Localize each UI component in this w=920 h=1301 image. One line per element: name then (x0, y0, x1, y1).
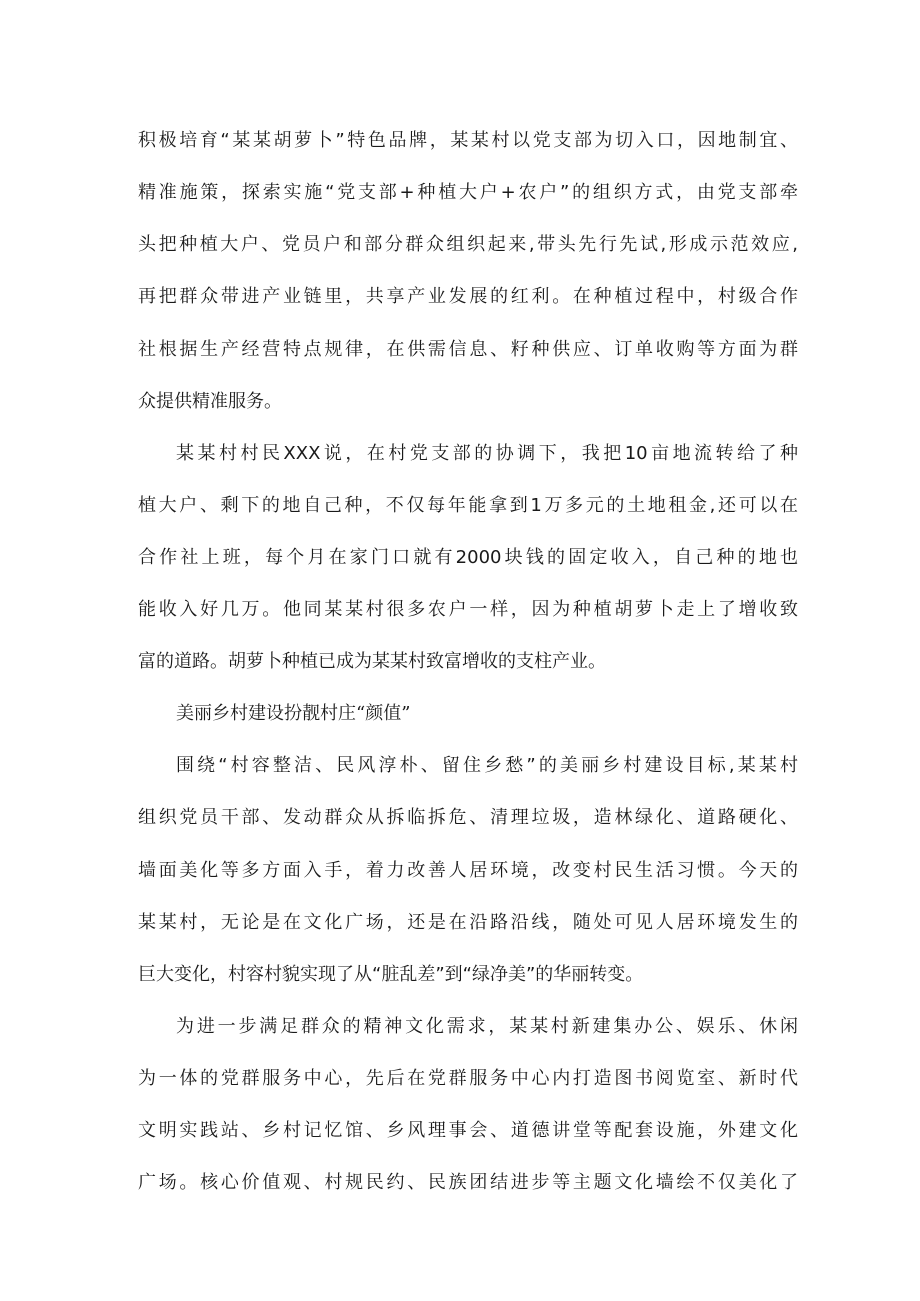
paragraph-4-line-3: 文明实践站、乡村记忆馆、乡风理事会、道德讲堂等配套设施，外建文化 (138, 1120, 798, 1141)
section-heading: 美丽乡村建设扮靓村庄“颜值” (176, 703, 411, 724)
paragraph-1-line-2: 精准施策，探索实施“党支部+种植大户+农户”的组织方式，由党支部牵 (138, 182, 798, 203)
paragraph-4-line-1: 为进一步满足群众的精神文化需求，某某村新建集办公、娱乐、休闲 (176, 1016, 798, 1037)
paragraph-3-line-4: 某某村，无论是在文化广场，还是在沿路沿线，随处可见人居环境发生的 (138, 912, 798, 933)
paragraph-2-line-4: 能收入好几万。他同某某村很多农户一样，因为种植胡萝卜走上了增收致 (138, 599, 798, 620)
paragraph-4-line-4: 广场。核心价值观、村规民约、民族团结进步等主题文化墙绘不仅美化了 (138, 1172, 798, 1193)
paragraph-1-line-6: 众提供精准服务。 (138, 391, 282, 412)
paragraph-3-line-3: 墙面美化等多方面入手，着力改善人居环境，改变村民生活习惯。今天的 (138, 860, 798, 881)
paragraph-1-line-3: 头把种植大户、党员户和部分群众组织起来,带头先行先试,形成示范效应, (138, 234, 798, 255)
paragraph-3-line-2: 组织党员干部、发动群众从拆临拆危、清理垃圾，造林绿化、道路硬化、 (138, 807, 798, 828)
paragraph-1-line-4: 再把群众带进产业链里，共享产业发展的红利。在种植过程中，村级合作 (138, 286, 798, 307)
paragraph-2-line-5: 富的道路。胡萝卜种植已成为某某村致富增收的支柱产业。 (138, 651, 606, 672)
paragraph-2-line-1: 某某村村民XXX说，在村党支部的协调下，我把10亩地流转给了种 (176, 443, 798, 464)
paragraph-3-line-5: 巨大变化，村容村貌实现了从“脏乱差”到“绿净美”的华丽转变。 (138, 964, 644, 985)
paragraph-1-line-1: 积极培育“某某胡萝卜”特色品牌，某某村以党支部为切入口，因地制宜、 (138, 130, 798, 151)
paragraph-3-line-1: 围绕“村容整洁、民风淳朴、留住乡愁”的美丽乡村建设目标,某某村 (176, 755, 798, 776)
paragraph-4-line-2: 为一体的党群服务中心，先后在党群服务中心内打造图书阅览室、新时代 (138, 1068, 798, 1089)
paragraph-2-line-2: 植大户、剩下的地自己种，不仅每年能拿到1万多元的土地租金,还可以在 (138, 495, 798, 516)
paragraph-2-line-3: 合作社上班，每个月在家门口就有2000块钱的固定收入，自己种的地也 (138, 547, 798, 568)
paragraph-1-line-5: 社根据生产经营特点规律，在供需信息、籽种供应、订单收购等方面为群 (138, 339, 798, 360)
